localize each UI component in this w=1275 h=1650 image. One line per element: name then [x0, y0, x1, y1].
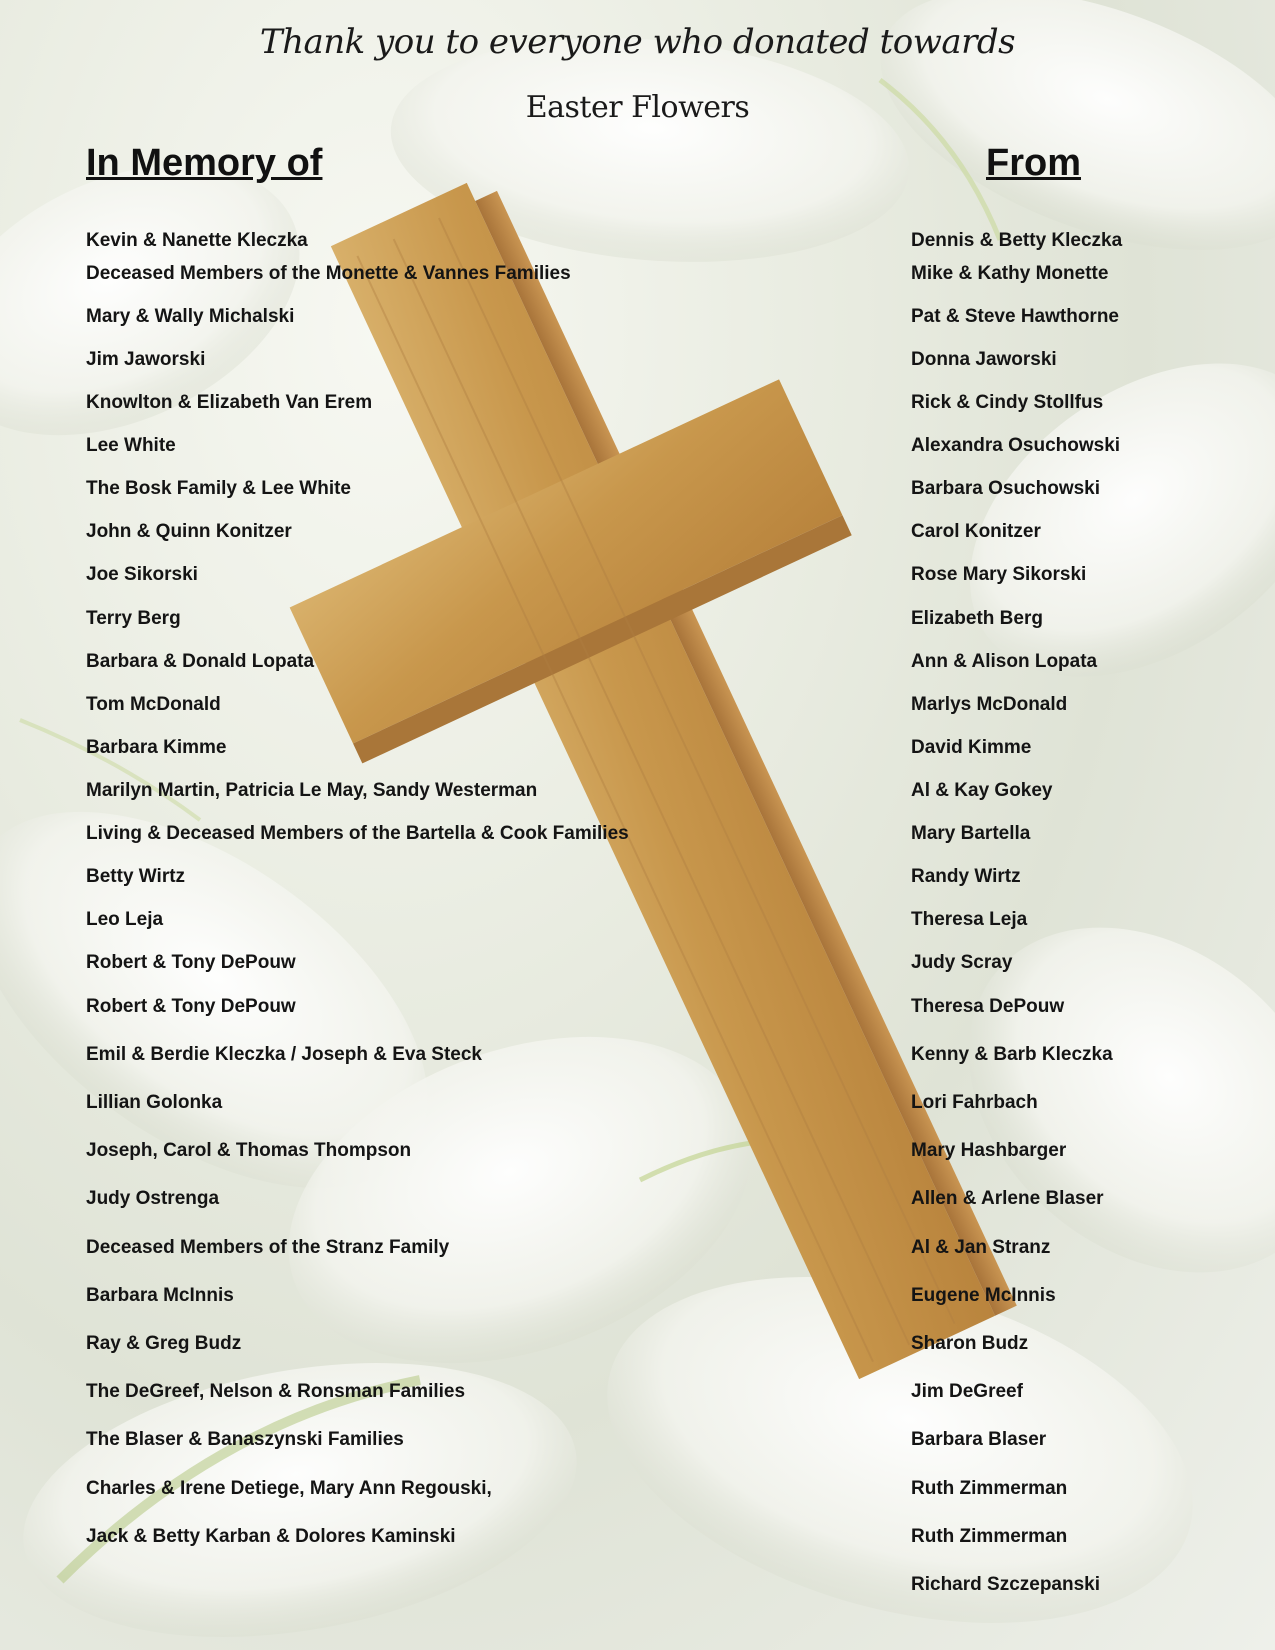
- memory-name: John & Quinn Konitzer: [86, 521, 292, 542]
- memory-name: Jack & Betty Karban & Dolores Kaminski: [86, 1526, 456, 1547]
- donor-name: Mary Hashbarger: [911, 1140, 1067, 1161]
- donor-name: Alexandra Osuchowski: [911, 435, 1121, 456]
- memory-name: Betty Wirtz: [86, 866, 186, 887]
- donor-name: Randy Wirtz: [911, 866, 1021, 887]
- donor-name: Theresa DePouw: [911, 996, 1065, 1017]
- donor-name: Ruth Zimmerman: [911, 1526, 1068, 1547]
- memory-name: Knowlton & Elizabeth Van Erem: [86, 392, 373, 413]
- donor-name: Richard Szczepanski: [911, 1574, 1101, 1595]
- in-memory-of-header: In Memory of: [86, 142, 323, 184]
- donor-name: Dennis & Betty Kleczka: [911, 230, 1123, 251]
- memory-name: Mary & Wally Michalski: [86, 306, 295, 327]
- donor-name: Ann & Alison Lopata: [911, 651, 1098, 672]
- donor-name: Kenny & Barb Kleczka: [911, 1044, 1113, 1065]
- donor-name: Theresa Leja: [911, 909, 1028, 930]
- memory-name: Ray & Greg Budz: [86, 1333, 242, 1354]
- donor-name: Sharon Budz: [911, 1333, 1029, 1354]
- donor-name: Ruth Zimmerman: [911, 1478, 1068, 1499]
- memory-name: Judy Ostrenga: [86, 1188, 220, 1209]
- title-line-2: Easter Flowers: [525, 90, 750, 125]
- memory-name: Terry Berg: [86, 608, 181, 629]
- donor-name: Rose Mary Sikorski: [911, 564, 1087, 585]
- memory-name: Barbara & Donald Lopata: [86, 651, 315, 672]
- donor-name: Al & Kay Gokey: [911, 780, 1053, 801]
- donor-name: Barbara Blaser: [911, 1429, 1047, 1450]
- memory-name: The DeGreef, Nelson & Ronsman Families: [86, 1381, 466, 1402]
- memory-name: The Bosk Family & Lee White: [86, 478, 351, 499]
- donor-name: Mary Bartella: [911, 823, 1031, 844]
- donor-name: Pat & Steve Hawthorne: [911, 306, 1119, 327]
- memory-name: Lillian Golonka: [86, 1092, 223, 1113]
- memory-name: Charles & Irene Detiege, Mary Ann Regouski,: [86, 1478, 492, 1499]
- memory-name: Emil & Berdie Kleczka / Joseph & Eva Steck: [86, 1044, 483, 1065]
- memory-name: Joe Sikorski: [86, 564, 198, 585]
- title-line-1: Thank you to everyone who donated towards: [259, 22, 1016, 62]
- donor-name: Lori Fahrbach: [911, 1092, 1038, 1113]
- memory-name: Barbara McInnis: [86, 1285, 234, 1306]
- donor-name: Marlys McDonald: [911, 694, 1068, 715]
- donor-name: Al & Jan Stranz: [911, 1237, 1051, 1258]
- donor-name: Allen & Arlene Blaser: [911, 1188, 1104, 1209]
- memory-name: Robert & Tony DePouw: [86, 952, 296, 973]
- memory-name: Leo Leja: [86, 909, 164, 930]
- donor-name: Donna Jaworski: [911, 349, 1057, 370]
- donor-name: Eugene McInnis: [911, 1285, 1056, 1306]
- donor-name: Rick & Cindy Stollfus: [911, 392, 1104, 413]
- memory-name: Marilyn Martin, Patricia Le May, Sandy Westerman: [86, 780, 538, 801]
- donor-name: Carol Konitzer: [911, 521, 1041, 542]
- from-header: From: [986, 142, 1081, 184]
- memory-name: Lee White: [86, 435, 176, 456]
- donor-name: David Kimme: [911, 737, 1032, 758]
- memory-name: Living & Deceased Members of the Bartella & Cook Families: [86, 823, 629, 844]
- memory-name: Barbara Kimme: [86, 737, 227, 758]
- donor-name: Mike & Kathy Monette: [911, 263, 1109, 284]
- memory-name: Deceased Members of the Monette & Vannes Families: [86, 263, 571, 284]
- memory-name: Deceased Members of the Stranz Family: [86, 1237, 450, 1258]
- memory-name: Kevin & Nanette Kleczka: [86, 230, 308, 251]
- memory-name: Tom McDonald: [86, 694, 221, 715]
- memory-name: The Blaser & Banaszynski Families: [86, 1429, 404, 1450]
- donor-name: Judy Scray: [911, 952, 1013, 973]
- donor-name: Barbara Osuchowski: [911, 478, 1101, 499]
- memory-name: Robert & Tony DePouw: [86, 996, 296, 1017]
- memory-name: Joseph, Carol & Thomas Thompson: [86, 1140, 412, 1161]
- donor-name: Elizabeth Berg: [911, 608, 1043, 629]
- donor-name: Jim DeGreef: [911, 1381, 1023, 1402]
- memory-name: Jim Jaworski: [86, 349, 206, 370]
